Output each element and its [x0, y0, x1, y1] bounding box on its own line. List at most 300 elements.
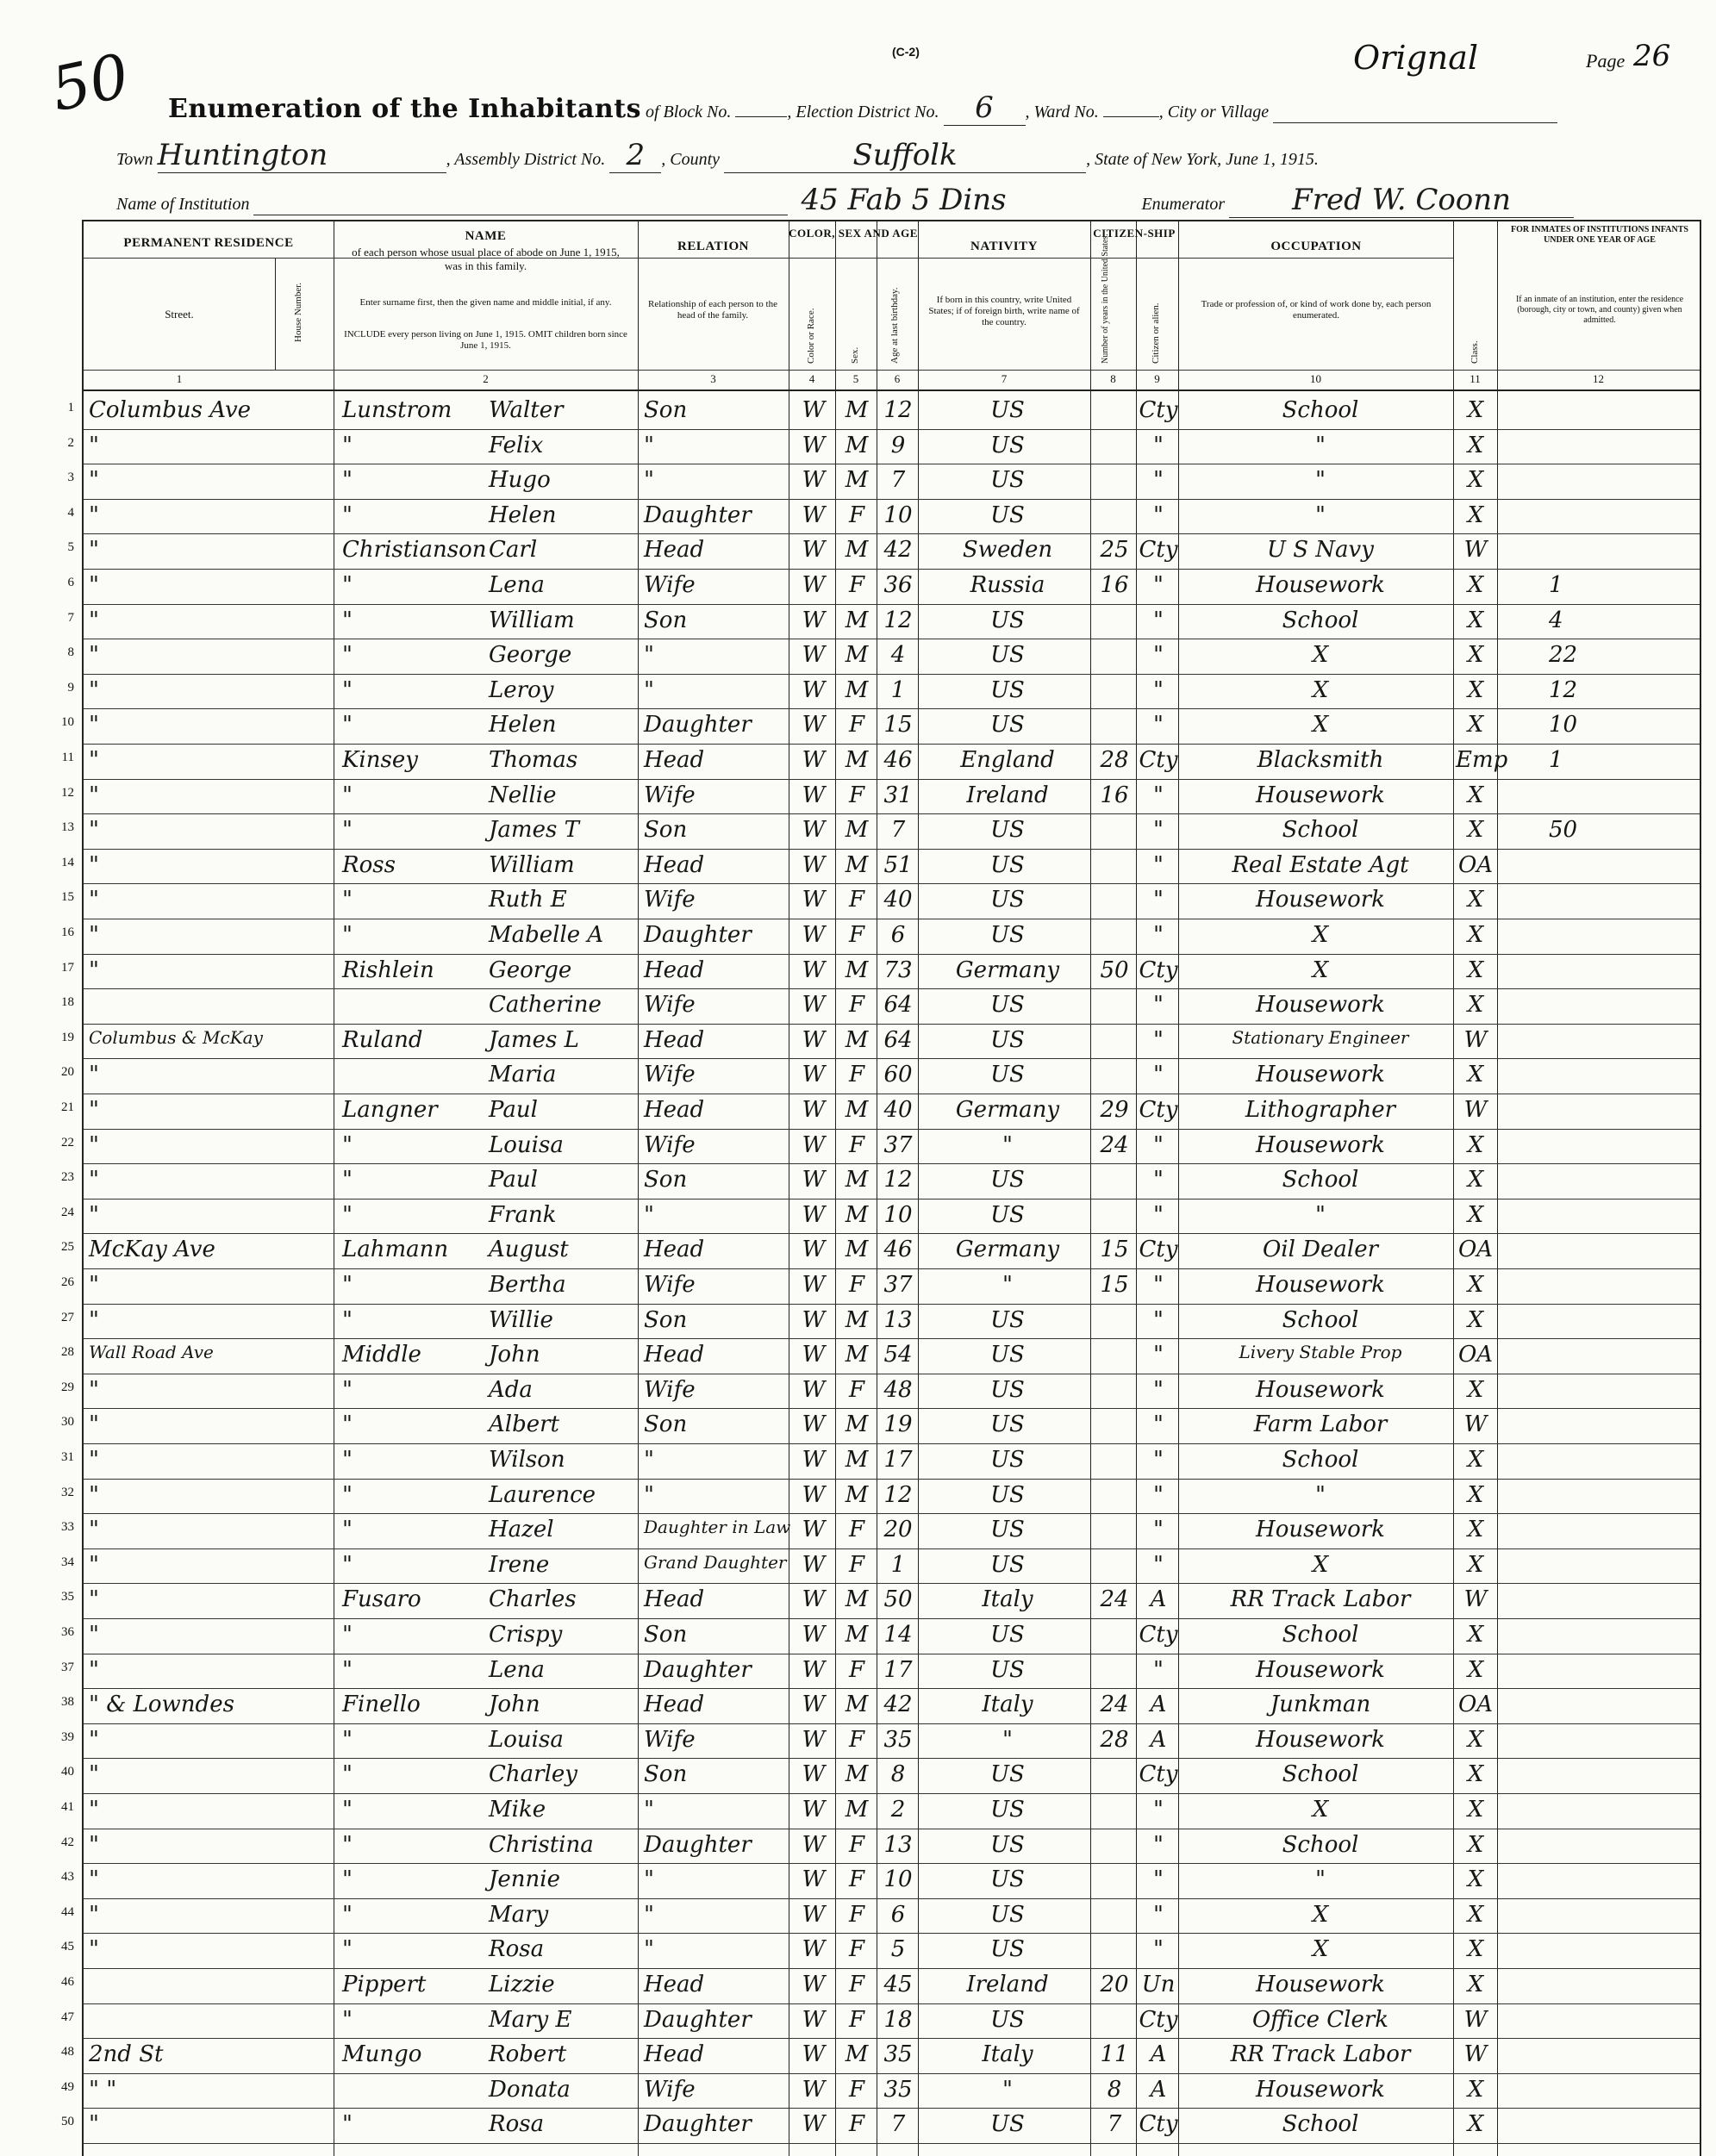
street-cell: ": [89, 1411, 99, 1438]
occupation-cell: Stationary Engineer: [1232, 1026, 1409, 1048]
relation-cell: Wife: [644, 1272, 696, 1298]
sex-cell: M: [845, 1761, 869, 1788]
color-cell: W: [802, 1586, 826, 1613]
inmates-cell: 12: [1549, 676, 1578, 703]
surname-cell: Kinsey: [342, 747, 418, 773]
occupation-cell: Housework: [1256, 1062, 1385, 1088]
citizen-cell: ": [1153, 1866, 1164, 1893]
given-name-cell: Nellie: [489, 782, 557, 808]
occupation-cell: X: [1312, 1936, 1329, 1963]
row-number: 40: [61, 1765, 74, 1779]
sex-cell: F: [848, 1131, 865, 1158]
occupation-cell: Housework: [1256, 1972, 1385, 1997]
class-cell: W: [1463, 1097, 1488, 1123]
name-desc: of each person whose usual place of abode on June 1, 1915, was in this family.: [352, 246, 620, 272]
street-cell: " & Lowndes: [89, 1692, 234, 1718]
street-cell: ": [89, 1726, 99, 1753]
relation-cell: Wife: [644, 782, 696, 808]
nativity-cell: US: [990, 1062, 1025, 1088]
street-cell: ": [89, 1481, 99, 1508]
given-name-cell: Helen: [489, 712, 557, 738]
given-name-cell: William: [489, 607, 575, 633]
citizen-cell: Cty: [1139, 747, 1178, 773]
age-cell: 1: [890, 676, 906, 703]
sex-cell: M: [845, 1797, 869, 1823]
color-cell: W: [802, 1201, 826, 1228]
age-cell: 2: [890, 1797, 906, 1823]
class-cell: X: [1467, 1062, 1484, 1088]
relation-header: RELATION: [677, 240, 749, 253]
sex-cell: M: [845, 1097, 869, 1123]
enumerator-value: Fred W. Coonn: [1229, 183, 1574, 218]
age-cell: 5: [890, 1936, 906, 1963]
age-cell: 7: [890, 2111, 906, 2138]
color-cell: W: [802, 1936, 826, 1963]
row-number: 35: [61, 1590, 74, 1605]
occupation-cell: Lithographer: [1245, 1097, 1396, 1123]
occupation-cell: Oil Dealer: [1262, 1237, 1379, 1263]
nativity-cell: US: [990, 992, 1025, 1019]
column-number: 12: [1593, 372, 1604, 385]
occupation-header: OCCUPATION: [1270, 240, 1362, 253]
citizen-cell: ": [1153, 922, 1164, 948]
sex-cell: M: [845, 2041, 869, 2068]
citizen-cell: Cty: [1139, 1097, 1178, 1123]
class-cell: X: [1467, 1726, 1484, 1753]
county-label: County: [670, 150, 721, 169]
occupation-cell: Office Clerk: [1251, 2006, 1389, 2033]
given-name-cell: Crispy: [489, 1622, 563, 1648]
color-cell: W: [802, 887, 826, 913]
relation-cell: ": [644, 1936, 654, 1963]
age-cell: 18: [883, 2006, 913, 2033]
relation-cell: ": [644, 642, 654, 669]
class-cell: X: [1467, 397, 1484, 423]
color-cell: W: [802, 1901, 826, 1928]
sex-header: Sex.: [850, 346, 860, 364]
class-cell: X: [1467, 782, 1484, 808]
sex-cell: M: [845, 1342, 869, 1368]
citizen-cell: ": [1153, 712, 1164, 738]
citizen-cell: A: [1150, 1726, 1167, 1753]
street-cell: ": [89, 1272, 99, 1298]
row-number: 10: [61, 715, 74, 730]
nativity-cell: US: [990, 607, 1025, 633]
column-number: 11: [1470, 372, 1481, 385]
given-name-cell: Albert: [489, 1411, 559, 1438]
nativity-cell: US: [990, 1831, 1025, 1858]
street-cell: " ": [89, 2076, 117, 2103]
row-number: 31: [61, 1450, 74, 1464]
class-cell: W: [1463, 1586, 1488, 1613]
occupation-cell: Housework: [1256, 782, 1385, 808]
age-cell: 7: [890, 467, 906, 494]
institution-label: Name of Institution: [116, 195, 250, 214]
occupation-cell: Housework: [1256, 1517, 1385, 1543]
color-cell: W: [802, 1131, 826, 1158]
relation-cell: Son: [644, 1622, 688, 1648]
class-cell: W: [1463, 1411, 1488, 1438]
citizen-cell: ": [1153, 467, 1164, 494]
given-name-cell: Bertha: [489, 1272, 566, 1298]
house-header: House Number.: [293, 282, 303, 342]
relation-cell: Daughter: [644, 2006, 752, 2033]
given-name-cell: Leroy: [489, 676, 554, 703]
years-cell: 16: [1100, 782, 1129, 808]
given-name-cell: Christina: [489, 1831, 594, 1858]
row-number: 30: [61, 1415, 74, 1430]
relation-cell: Head: [644, 851, 705, 878]
class-cell: X: [1467, 1936, 1484, 1963]
block-label: of Block No.: [645, 103, 732, 122]
given-name-cell: Charley: [489, 1761, 577, 1788]
years-cell: 15: [1100, 1272, 1129, 1298]
street-cell: ": [89, 1831, 99, 1858]
nativity-cell: US: [990, 817, 1025, 844]
institution-note: 45 Fab 5 Dins: [801, 183, 1007, 217]
sex-cell: F: [848, 1272, 865, 1298]
class-cell: W: [1463, 1026, 1488, 1053]
color-sex-age-header: COLOR, SEX AND AGE: [789, 227, 918, 240]
row-number: 36: [61, 1625, 74, 1639]
given-name-cell: Irene: [489, 1551, 550, 1578]
street-cell: ": [89, 502, 99, 528]
sex-cell: M: [845, 467, 869, 494]
given-name-cell: Mary E: [489, 2006, 572, 2033]
sex-cell: F: [848, 1831, 865, 1858]
surname-cell: ": [342, 2111, 353, 2138]
age-cell: 10: [883, 502, 913, 528]
color-cell: W: [802, 851, 826, 878]
name-instr-2: INCLUDE every person living on June 1, 1915. OMIT children born since June 1, 1915.: [344, 329, 627, 352]
street-cell: ": [89, 1622, 99, 1648]
street-cell: ": [89, 1447, 99, 1473]
citizen-cell: ": [1153, 607, 1164, 633]
age-cell: 64: [883, 992, 913, 1019]
given-name-cell: Paul: [489, 1097, 538, 1123]
row-number: 39: [61, 1729, 74, 1744]
class-cell: W: [1463, 2041, 1488, 2068]
sex-cell: M: [845, 676, 869, 703]
sex-cell: M: [845, 1481, 869, 1508]
citizen-cell: ": [1153, 1306, 1164, 1333]
surname-cell: ": [342, 922, 353, 948]
nativity-cell: US: [990, 1551, 1025, 1578]
nativity-cell: Sweden: [962, 537, 1053, 564]
citizen-cell: ": [1153, 1551, 1164, 1578]
given-name-cell: Laurence: [489, 1481, 596, 1508]
occupation-cell: Housework: [1256, 887, 1385, 913]
age-cell: 35: [883, 2076, 913, 2103]
nativity-cell: US: [990, 1481, 1025, 1508]
sex-cell: F: [848, 1517, 865, 1543]
color-cell: W: [802, 2076, 826, 2103]
street-cell: ": [89, 572, 99, 598]
surname-cell: Lunstrom: [342, 397, 452, 423]
color-cell: W: [802, 537, 826, 564]
column-number: 4: [808, 372, 815, 385]
nativity-cell: US: [990, 922, 1025, 948]
relation-cell: Son: [644, 397, 688, 423]
street-cell: 2nd St: [89, 2041, 164, 2068]
class-cell: X: [1467, 1517, 1484, 1543]
nativity-cell: US: [990, 642, 1025, 669]
nativity-cell: US: [990, 1342, 1025, 1368]
color-cell: W: [802, 1342, 826, 1368]
color-cell: W: [802, 397, 826, 423]
relation-cell: Head: [644, 1692, 705, 1718]
surname-cell: ": [342, 712, 353, 738]
given-name-cell: James T: [489, 817, 579, 844]
occupation-cell: School: [1282, 1447, 1359, 1473]
inmates-cell: 1: [1549, 572, 1563, 598]
street-cell: ": [89, 782, 99, 808]
row-number: 12: [61, 785, 74, 800]
sex-cell: F: [848, 2111, 865, 2138]
color-cell: W: [802, 467, 826, 494]
nativity-cell: US: [990, 1761, 1025, 1788]
sex-cell: M: [845, 817, 869, 844]
nativity-header: NATIVITY: [970, 240, 1038, 253]
surname-cell: Lahmann: [342, 1237, 449, 1263]
nativity-cell: Germany: [955, 1237, 1060, 1263]
ward-value: [1103, 116, 1159, 117]
nativity-cell: US: [990, 676, 1025, 703]
row-number: 50: [61, 2115, 74, 2129]
years-cell: 50: [1100, 956, 1129, 983]
color-cell: W: [802, 1306, 826, 1333]
nativity-cell: Italy: [982, 1586, 1033, 1613]
color-cell: W: [802, 1376, 826, 1403]
color-cell: W: [802, 572, 826, 598]
sex-cell: F: [848, 1866, 865, 1893]
street-cell: ": [89, 432, 99, 458]
class-cell: X: [1467, 1656, 1484, 1683]
class-cell: X: [1467, 1131, 1484, 1158]
occupation-cell: Housework: [1256, 1726, 1385, 1753]
color-cell: W: [802, 922, 826, 948]
relation-cell: Head: [644, 1026, 705, 1053]
surname-cell: ": [342, 607, 353, 633]
color-cell: W: [802, 1517, 826, 1543]
nativity-cell: US: [990, 467, 1025, 494]
nativity-cell: US: [990, 1306, 1025, 1333]
given-name-cell: Thomas: [489, 747, 578, 773]
sex-cell: M: [845, 1586, 869, 1613]
citizen-cell: ": [1153, 1481, 1164, 1508]
class-cell: X: [1467, 572, 1484, 598]
sex-cell: F: [848, 1936, 865, 1963]
given-name-cell: Mabelle A: [489, 922, 604, 948]
color-cell: W: [802, 1026, 826, 1053]
age-header: Age at last birthday.: [889, 287, 900, 364]
sex-cell: F: [848, 887, 865, 913]
years-cell: 11: [1100, 2041, 1129, 2068]
color-cell: W: [802, 1831, 826, 1858]
age-cell: 6: [890, 1901, 906, 1928]
street-cell: ": [89, 817, 99, 844]
surname-cell: Christianson: [342, 537, 487, 564]
county-value: Suffolk: [724, 138, 1086, 173]
surname-cell: Mungo: [342, 2041, 422, 2068]
relation-cell: ": [644, 1481, 654, 1508]
occupation-cell: X: [1312, 1797, 1329, 1823]
citizen-cell: Cty: [1139, 2111, 1178, 2138]
class-cell: OA: [1457, 851, 1494, 878]
citizen-cell: A: [1150, 2076, 1167, 2103]
citizen-cell: Cty: [1139, 1622, 1178, 1648]
years-cell: 7: [1107, 2111, 1122, 2138]
street-cell: ": [89, 1656, 99, 1683]
nativity-cell: ": [1002, 1272, 1013, 1298]
class-cell: W: [1463, 2006, 1488, 2033]
sex-cell: F: [848, 782, 865, 808]
row-number: 29: [61, 1380, 74, 1394]
sex-cell: F: [848, 2006, 865, 2033]
sex-cell: F: [848, 1901, 865, 1928]
class-cell: X: [1467, 887, 1484, 913]
relation-cell: ": [644, 432, 654, 458]
nativity-desc: If born in this country, write United States; if of foreign birth, write name of the country.: [928, 295, 1080, 328]
citizen-cell: ": [1153, 432, 1164, 458]
street-cell: Columbus Ave: [89, 397, 252, 423]
citizen-cell: ": [1153, 782, 1164, 808]
relation-cell: Wife: [644, 1376, 696, 1403]
relation-cell: ": [644, 1797, 654, 1823]
occupation-cell: X: [1312, 1551, 1329, 1578]
occupation-cell: Housework: [1256, 1272, 1385, 1298]
row-number: 1: [67, 401, 74, 414]
given-name-cell: Louisa: [489, 1131, 564, 1158]
color-cell: W: [802, 1237, 826, 1263]
sex-cell: M: [845, 642, 869, 669]
street-cell: ": [89, 2111, 99, 2138]
years-cell: 16: [1100, 572, 1129, 598]
color-cell: W: [802, 2041, 826, 2068]
row-number: 48: [61, 2045, 74, 2059]
color-cell: W: [802, 676, 826, 703]
age-cell: 12: [883, 1481, 913, 1508]
row-number: 34: [61, 1555, 74, 1569]
occupation-cell: X: [1312, 642, 1329, 669]
surname-cell: ": [342, 1622, 353, 1648]
relation-cell: Head: [644, 537, 705, 564]
occupation-cell: Housework: [1256, 572, 1385, 598]
surname-cell: ": [342, 1936, 353, 1963]
occupation-cell: ": [1315, 1866, 1326, 1893]
age-cell: 12: [883, 607, 913, 633]
given-name-cell: Frank: [489, 1201, 557, 1228]
class-cell: X: [1467, 676, 1484, 703]
occupation-cell: School: [1282, 1306, 1359, 1333]
citizen-cell: ": [1153, 642, 1164, 669]
nativity-cell: US: [990, 851, 1025, 878]
class-cell: X: [1467, 1167, 1484, 1193]
row-number: 17: [61, 960, 74, 975]
occupation-cell: Blacksmith: [1257, 747, 1384, 773]
occupation-cell: School: [1282, 817, 1359, 844]
class-cell: OA: [1457, 1342, 1494, 1368]
age-cell: 37: [883, 1131, 913, 1158]
state-label: State of New York, June 1, 1915.: [1095, 150, 1319, 169]
color-cell: W: [802, 1272, 826, 1298]
class-cell: X: [1467, 2111, 1484, 2138]
given-name-cell: Ruth E: [489, 887, 567, 913]
sex-cell: F: [848, 1551, 865, 1578]
column-number: 9: [1154, 372, 1160, 385]
inmates-cell: 22: [1549, 642, 1578, 669]
color-cell: W: [802, 1972, 826, 1997]
citizen-cell: ": [1153, 1936, 1164, 1963]
town-label: Town: [116, 150, 153, 169]
color-cell: W: [802, 992, 826, 1019]
column-number: 7: [1001, 372, 1008, 385]
surname-cell: Finello: [342, 1692, 421, 1718]
class-cell: X: [1467, 1447, 1484, 1473]
given-name-cell: Mary: [489, 1901, 549, 1928]
relation-cell: Son: [644, 1411, 688, 1438]
sex-cell: M: [845, 607, 869, 633]
age-cell: 46: [883, 747, 913, 773]
assembly-value: 2: [609, 138, 661, 173]
occupation-cell: X: [1312, 956, 1329, 983]
years-cell: 25: [1100, 537, 1129, 564]
class-cell: X: [1467, 956, 1484, 983]
inmates-header: FOR INMATES OF INSTITUTIONS INFANTS UNDER ONE YEAR OF AGE: [1511, 225, 1688, 245]
relation-desc: Relationship of each person to the head of the family.: [648, 299, 777, 321]
surname-cell: ": [342, 1761, 353, 1788]
given-name-cell: James L: [489, 1026, 579, 1053]
sex-cell: M: [845, 851, 869, 878]
color-cell: W: [802, 642, 826, 669]
nativity-cell: Ireland: [966, 1972, 1049, 1997]
town-value: Huntington: [158, 138, 446, 173]
street-cell: ": [89, 1797, 99, 1823]
age-cell: 37: [883, 1272, 913, 1298]
citizen-cell: ": [1153, 1167, 1164, 1193]
given-name-cell: George: [489, 956, 572, 983]
color-cell: W: [802, 1447, 826, 1473]
row-number: 14: [61, 855, 74, 869]
class-header: Class.: [1470, 340, 1480, 364]
row-number: 24: [61, 1205, 74, 1219]
row-number: 7: [67, 610, 74, 625]
citizen-cell: ": [1153, 817, 1164, 844]
occupation-cell: Housework: [1256, 992, 1385, 1019]
years-header: Number of years in the United States.: [1101, 234, 1110, 364]
citizen-cell: A: [1150, 2041, 1167, 2068]
row-number: 37: [61, 1660, 74, 1674]
class-cell: X: [1467, 1831, 1484, 1858]
sex-cell: F: [848, 712, 865, 738]
occupation-cell: Livery Stable Prop: [1239, 1342, 1402, 1363]
nativity-cell: US: [990, 887, 1025, 913]
color-header: Color or Race.: [806, 308, 816, 364]
citizen-cell: ": [1153, 1272, 1164, 1298]
color-cell: W: [802, 1866, 826, 1893]
age-cell: 4: [890, 642, 906, 669]
relation-cell: Head: [644, 747, 705, 773]
age-cell: 14: [883, 1622, 913, 1648]
surname-cell: Fusaro: [342, 1586, 421, 1613]
relation-cell: ": [644, 1866, 654, 1893]
age-cell: 51: [883, 851, 913, 878]
inmates-cell: 1: [1549, 747, 1563, 773]
occupation-cell: Farm Labor: [1253, 1411, 1388, 1438]
nativity-cell: US: [990, 432, 1025, 458]
relation-cell: Son: [644, 1306, 688, 1333]
given-name-cell: George: [489, 642, 572, 669]
